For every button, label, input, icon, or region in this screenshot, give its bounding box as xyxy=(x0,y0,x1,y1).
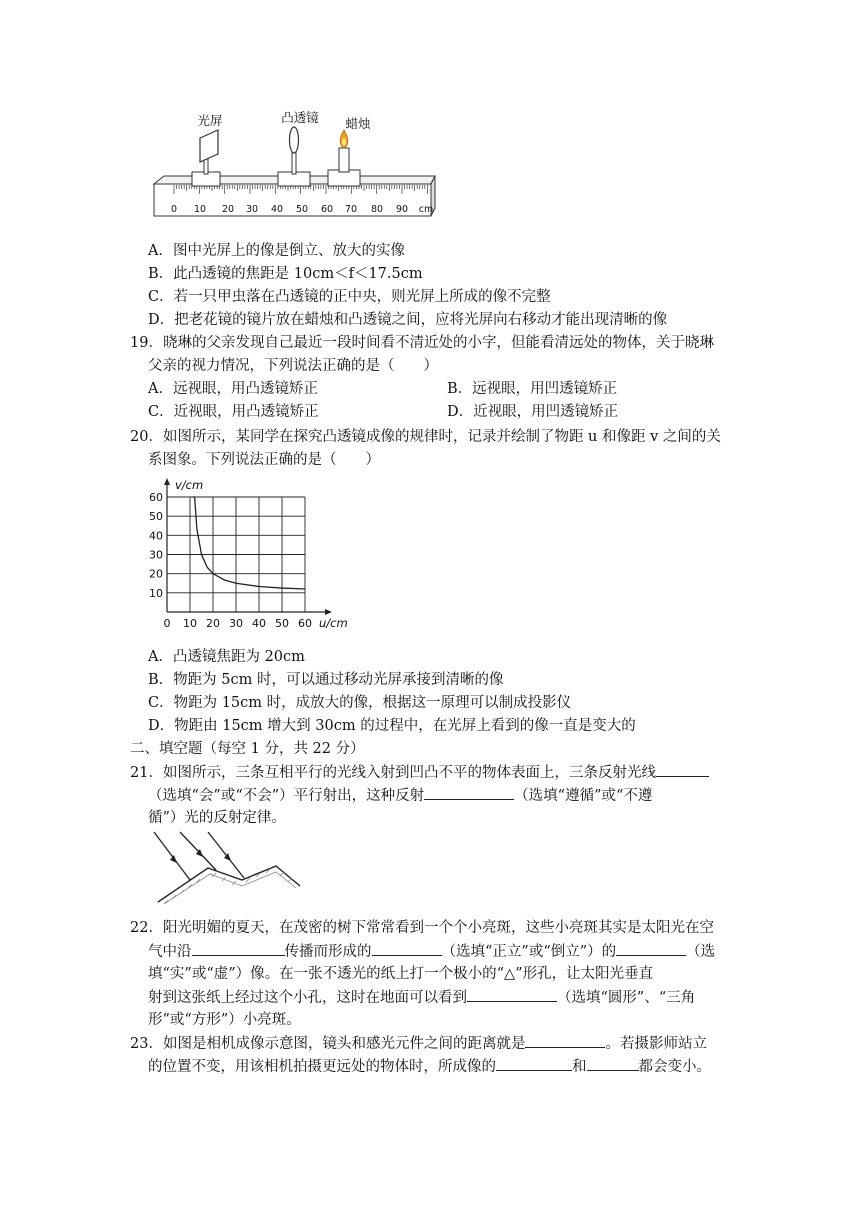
label-convex-lens: 凸透镜 xyxy=(281,110,319,125)
x-tick-label: 30 xyxy=(229,617,243,630)
q20-option-c: C．物距为 15cm 时，成放大的像，根据这一原理可以制成投影仪 xyxy=(148,695,572,711)
scale-label: 30 xyxy=(245,204,259,215)
q22-line2 xyxy=(148,941,715,962)
q22-text: 射到这张纸上经过这个小孔，这时在地面可以看到 xyxy=(148,990,467,1006)
answer-blank[interactable] xyxy=(192,941,285,956)
chart-tick-labels xyxy=(149,491,312,630)
light-screen xyxy=(200,130,218,162)
q19-option-c: C．近视眼，用凸透镜矫正 xyxy=(148,404,319,420)
q18-option-c: C．若一只甲虫落在凸透镜的正中央，则光屏上所成的像不完整 xyxy=(148,289,551,305)
x-tick-label: 20 xyxy=(206,617,220,630)
answer-blank[interactable] xyxy=(616,941,686,956)
q20-stem-line2: 系图象。下列说法正确的是（ ） xyxy=(148,452,380,468)
label-candle: 蜡烛 xyxy=(345,116,371,131)
y-tick-label: 20 xyxy=(149,567,163,581)
q21-line3: 循”）光的反射定律。 xyxy=(148,810,286,826)
chart-y-axis-label: v/cm xyxy=(175,478,204,492)
q20-option-d: D．物距由 15cm 增大到 30cm 的过程中，在光屏上看到的像一直是变大的 xyxy=(148,718,636,734)
q21-line2 xyxy=(148,785,652,806)
q18-option-d: D．把老花镜的镜片放在蜡烛和凸透镜之间，应将光屏向右移动才能出现清晰的像 xyxy=(148,312,668,328)
y-tick-label: 50 xyxy=(149,510,163,524)
q22-text: 传播而形成的 xyxy=(284,944,372,960)
q19-stem-line2: 父亲的视力情况，下列说法正确的是（ ） xyxy=(148,358,438,374)
q18-option-a: A．图中光屏上的像是倒立、放大的实像 xyxy=(148,243,405,259)
q23-text: 的位置不变，用该相机拍摄更远处的物体时，所成像的 xyxy=(148,1059,496,1075)
q23-line1 xyxy=(130,1033,707,1054)
q23-line2 xyxy=(148,1056,711,1077)
uneven-surface xyxy=(158,866,300,902)
scale-label: 60 xyxy=(320,204,334,215)
x-tick-label: 10 xyxy=(183,617,197,630)
convex-lens xyxy=(290,127,299,153)
chart-grid xyxy=(167,497,305,612)
q20-option-a: A．凸透镜焦距为 20cm xyxy=(148,649,305,665)
y-tick-label: 40 xyxy=(149,529,163,543)
optical-bench-figure xyxy=(148,108,443,233)
y-tick-label: 30 xyxy=(149,548,163,562)
q21-text: 21．如图所示，三条互相平行的光线入射到凹凸不平的物体表面上，三条反射光线 xyxy=(130,765,656,781)
x-tick-label: 50 xyxy=(275,617,289,630)
scale-label: 90 xyxy=(395,204,409,215)
answer-blank[interactable] xyxy=(587,1056,639,1071)
q21-text: （选填“遵循”或“不遵 xyxy=(514,788,653,804)
q22-text: （选填“正立”或“倒立”）的 xyxy=(441,944,617,960)
scale-label: 20 xyxy=(221,204,235,215)
q23-text: 23．如图是相机成像示意图，镜头和感光元件之间的距离就是 xyxy=(130,1036,526,1052)
answer-blank[interactable] xyxy=(372,941,442,956)
q22-text: 气中沿 xyxy=(148,944,192,960)
scale-label: 0 xyxy=(170,204,178,215)
q21-line1 xyxy=(130,762,709,783)
q23-text: 和 xyxy=(572,1059,587,1075)
scale-label: 10 xyxy=(193,204,207,215)
q22-text: （选填“圆形”、“三角 xyxy=(557,990,696,1006)
q22-line1: 22．阳光明媚的夏天，在茂密的树下常常看到一个个小亮斑，这些小亮斑其实是太阳光在空 xyxy=(130,920,714,936)
incident-rays xyxy=(154,832,244,880)
answer-blank[interactable] xyxy=(424,785,514,800)
scale-label: 70 xyxy=(344,204,358,215)
x-tick-label: 0 xyxy=(163,617,171,630)
scale-unit: cm xyxy=(418,204,434,215)
uv-graph xyxy=(145,474,360,636)
section-2-heading: 二、填空题（每空 1 分，共 22 分） xyxy=(130,741,365,757)
q22-text: （选 xyxy=(686,944,716,960)
answer-blank[interactable] xyxy=(467,987,557,1002)
chart-series-line xyxy=(192,497,305,589)
y-tick-label: 60 xyxy=(149,491,163,504)
label-light-screen: 光屏 xyxy=(197,113,223,128)
diffuse-reflection-figure xyxy=(150,830,305,910)
x-tick-label: 60 xyxy=(298,617,312,630)
y-axis-arrow xyxy=(164,478,170,485)
chart-axes xyxy=(164,478,332,615)
y-tick-label: 10 xyxy=(149,586,163,600)
answer-blank[interactable] xyxy=(496,1056,572,1071)
q22-line4 xyxy=(148,987,695,1008)
q20-option-b: B．物距为 5cm 时，可以通过移动光屏承接到清晰的像 xyxy=(148,672,504,688)
q22-line5: 形”或“方形”）小亮斑。 xyxy=(148,1012,301,1028)
answer-blank[interactable] xyxy=(656,762,709,777)
q19-option-a: A．远视眼，用凸透镜矫正 xyxy=(148,381,318,397)
q19-option-b: B．远视眼，用凹透镜矫正 xyxy=(447,381,618,397)
q20-stem-line1: 20．如图所示，某同学在探究凸透镜成像的规律时，记录并绘制了物距 u 和像距 v 之间的关 xyxy=(130,429,721,445)
q19-option-d: D．近视眼，用凹透镜矫正 xyxy=(447,404,619,420)
q23-text: 都会变小。 xyxy=(638,1059,711,1075)
q22-line3: 填“实”或“虚”）像。在一张不透光的纸上打一个极小的“△”形孔，让太阳光垂直 xyxy=(148,966,654,982)
scale-label: 50 xyxy=(295,204,309,215)
scale-label: 80 xyxy=(370,204,384,215)
q23-text: 。若摄影师站立 xyxy=(605,1036,707,1052)
scale-label: 40 xyxy=(270,204,284,215)
lens-post xyxy=(292,152,296,174)
q21-text: （选填“会”或“不会”）平行射出，这种反射 xyxy=(148,788,425,804)
q18-option-b: B．此凸透镜的焦距是 10cm＜f＜17.5cm xyxy=(148,266,423,282)
x-tick-label: 40 xyxy=(252,617,266,630)
candle-body xyxy=(339,148,349,172)
x-axis-arrow xyxy=(325,609,332,615)
q19-stem-line1: 19．晓琳的父亲发现自己最近一段时间看不清近处的小字，但能看清远处的物体，关于晓琳 xyxy=(130,335,714,351)
chart-x-axis-label: u/cm xyxy=(319,616,348,630)
answer-blank[interactable] xyxy=(525,1033,605,1048)
